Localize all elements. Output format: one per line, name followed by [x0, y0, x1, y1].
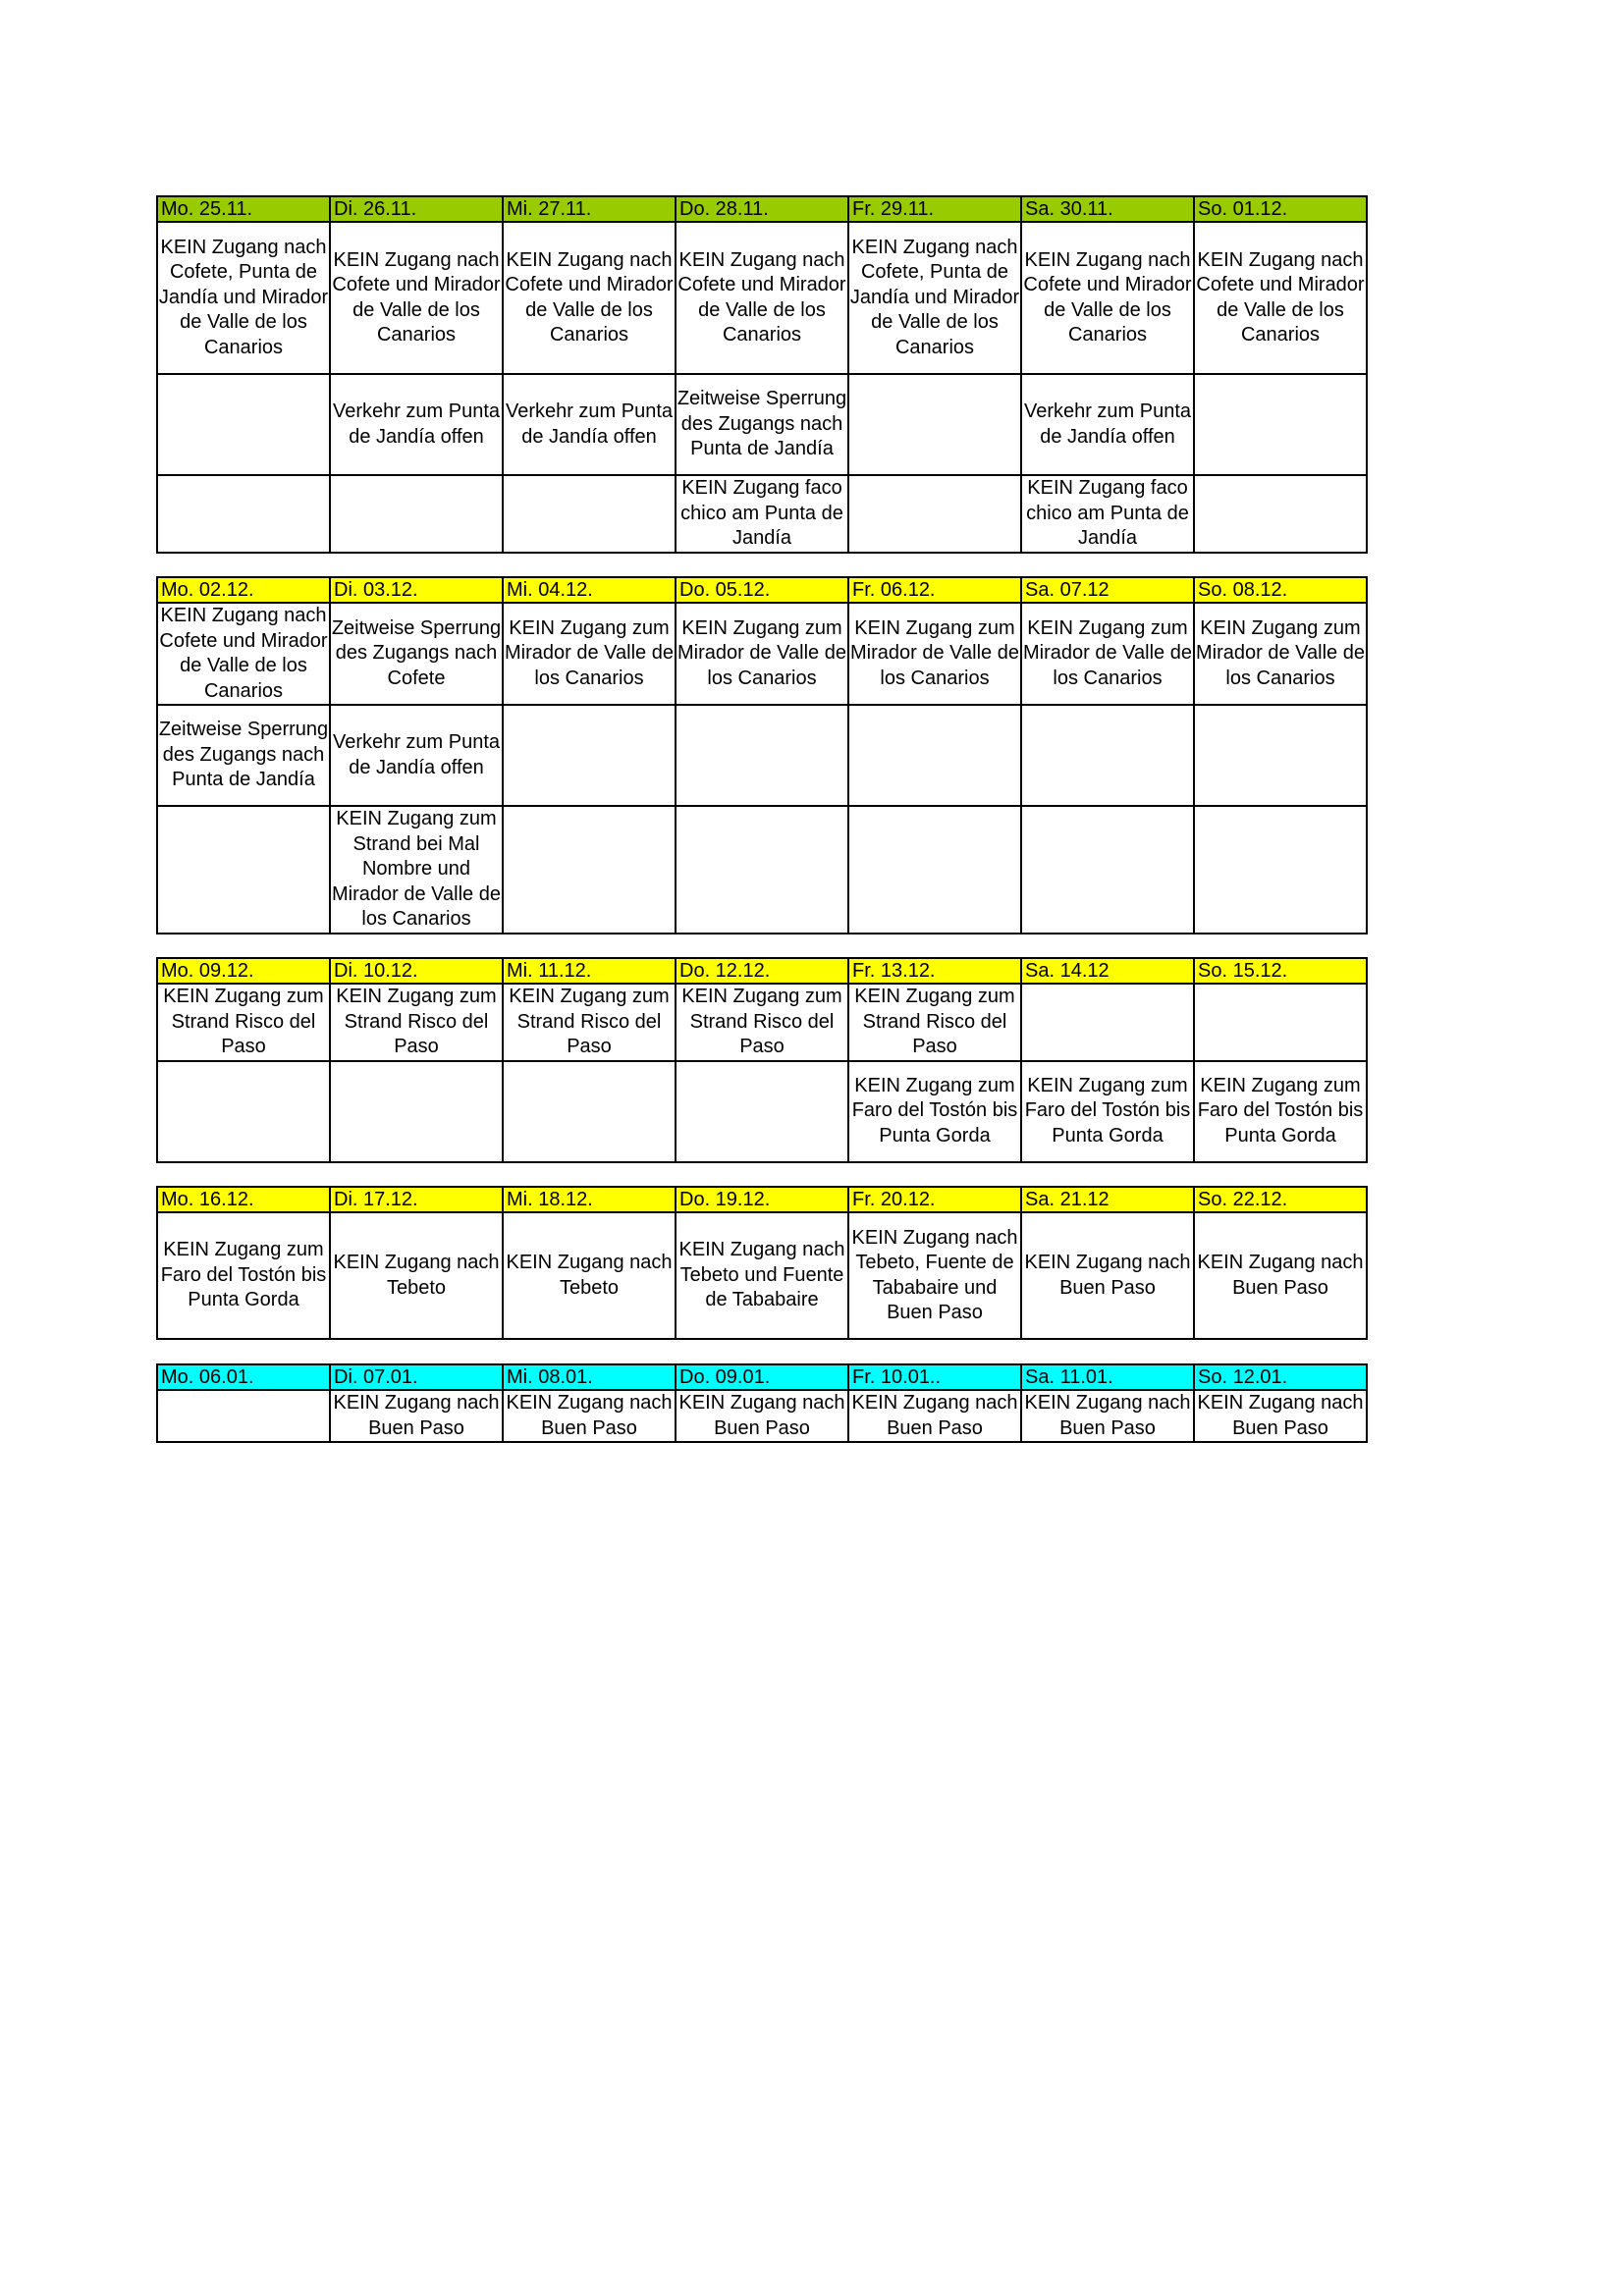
schedule-cell	[503, 1061, 676, 1162]
week-table-3	[156, 957, 1368, 1163]
schedule-cell: KEIN Zugang zum Faro del Tostón bis Punta Gorda	[1021, 1061, 1194, 1162]
schedule-cell: Verkehr zum Punta de Jandía offen	[1021, 374, 1194, 475]
schedule-cell: KEIN Zugang nach Buen Paso	[1194, 1390, 1367, 1442]
schedule-cell	[157, 1390, 330, 1442]
schedule-cell: KEIN Zugang zum Strand Risco del Paso	[157, 984, 330, 1061]
schedule-cell: KEIN Zugang faco chico am Punta de Jandía	[1021, 475, 1194, 553]
day-header: So. 22.12.	[1194, 1187, 1367, 1212]
schedule-cell: KEIN Zugang zum Strand bei Mal Nombre und Mirador de Valle de los Canarios	[330, 806, 503, 934]
schedule-cell: KEIN Zugang zum Strand Risco del Paso	[676, 984, 848, 1061]
schedule-cell: KEIN Zugang nach Cofete und Mirador de Valle de los Canarios	[157, 603, 330, 705]
schedule-cell	[676, 705, 848, 806]
day-header: Sa. 07.12	[1021, 577, 1194, 603]
day-header: Fr. 13.12.	[848, 958, 1021, 984]
day-header: Sa. 14.12	[1021, 958, 1194, 984]
day-header: Di. 10.12.	[330, 958, 503, 984]
schedule-cell: KEIN Zugang nach Tebeto, Fuente de Tababaire und Buen Paso	[848, 1212, 1021, 1339]
schedule-cell	[1194, 806, 1367, 934]
day-header: So. 01.12.	[1194, 196, 1367, 222]
schedule-cell	[1021, 705, 1194, 806]
week-table-1	[156, 195, 1368, 554]
day-header: Mo. 06.01.	[157, 1364, 330, 1390]
day-header: So. 12.01.	[1194, 1364, 1367, 1390]
schedule-cell: KEIN Zugang zum Mirador de Valle de los Canarios	[848, 603, 1021, 705]
schedule-cell: KEIN Zugang nach Buen Paso	[676, 1390, 848, 1442]
day-header: Mo. 09.12.	[157, 958, 330, 984]
schedule-cell	[848, 475, 1021, 553]
day-header: Do. 19.12.	[676, 1187, 848, 1212]
week-table-4	[156, 1186, 1368, 1340]
schedule-cell	[1021, 806, 1194, 934]
day-header: Mo. 16.12.	[157, 1187, 330, 1212]
schedule-cell: KEIN Zugang nach Cofete und Mirador de Valle de los Canarios	[503, 222, 676, 374]
day-header: Do. 09.01.	[676, 1364, 848, 1390]
week-table-5	[156, 1363, 1368, 1443]
schedule-cell: KEIN Zugang nach Cofete und Mirador de Valle de los Canarios	[330, 222, 503, 374]
day-header: Di. 26.11.	[330, 196, 503, 222]
table-row	[157, 475, 1367, 553]
day-header: Di. 07.01.	[330, 1364, 503, 1390]
schedule-cell: KEIN Zugang nach Buen Paso	[1194, 1212, 1367, 1339]
schedule-cell: KEIN Zugang zum Faro del Tostón bis Punta Gorda	[848, 1061, 1021, 1162]
schedule-cell: KEIN Zugang faco chico am Punta de Jandía	[676, 475, 848, 553]
schedule-cell	[1194, 984, 1367, 1061]
schedule-cell: Verkehr zum Punta de Jandía offen	[330, 705, 503, 806]
schedule-cell	[503, 475, 676, 553]
schedule-cell	[848, 705, 1021, 806]
schedule-cell	[676, 1061, 848, 1162]
day-header: Mi. 11.12.	[503, 958, 676, 984]
day-header: Sa. 30.11.	[1021, 196, 1194, 222]
day-header: Mo. 02.12.	[157, 577, 330, 603]
schedule-cell	[1194, 374, 1367, 475]
schedule-cell	[848, 374, 1021, 475]
week-header-row	[157, 958, 1367, 984]
schedule-cell: Zeitweise Sperrung des Zugangs nach Cofete	[330, 603, 503, 705]
schedule-cell	[330, 1061, 503, 1162]
week-header-row	[157, 1187, 1367, 1212]
schedule-cell	[157, 806, 330, 934]
schedule-cell	[330, 475, 503, 553]
table-row	[157, 374, 1367, 475]
schedule-cell	[676, 806, 848, 934]
day-header: Sa. 21.12	[1021, 1187, 1194, 1212]
schedule-cell: KEIN Zugang nach Tebeto	[503, 1212, 676, 1339]
day-header: Mi. 08.01.	[503, 1364, 676, 1390]
day-header: Fr. 20.12.	[848, 1187, 1021, 1212]
day-header: Do. 05.12.	[676, 577, 848, 603]
schedule-cell	[1021, 984, 1194, 1061]
day-header: Di. 03.12.	[330, 577, 503, 603]
week-header-row	[157, 577, 1367, 603]
schedule-cell: KEIN Zugang zum Faro del Tostón bis Punta Gorda	[1194, 1061, 1367, 1162]
schedule-cell: KEIN Zugang nach Cofete und Mirador de Valle de los Canarios	[1194, 222, 1367, 374]
schedule-cell: KEIN Zugang nach Buen Paso	[330, 1390, 503, 1442]
day-header: Fr. 06.12.	[848, 577, 1021, 603]
schedule-cell	[503, 705, 676, 806]
schedule-cell	[503, 806, 676, 934]
week-header-row	[157, 1364, 1367, 1390]
day-header: Do. 28.11.	[676, 196, 848, 222]
schedule-cell: KEIN Zugang nach Buen Paso	[848, 1390, 1021, 1442]
schedule-cell: KEIN Zugang zum Mirador de Valle de los Canarios	[676, 603, 848, 705]
day-header: Sa. 11.01.	[1021, 1364, 1194, 1390]
schedule-cell: KEIN Zugang zum Mirador de Valle de los Canarios	[503, 603, 676, 705]
day-header: So. 08.12.	[1194, 577, 1367, 603]
day-header: Fr. 29.11.	[848, 196, 1021, 222]
week-table-2	[156, 576, 1368, 934]
table-row	[157, 1212, 1367, 1339]
schedule-cell: KEIN Zugang nach Buen Paso	[503, 1390, 676, 1442]
table-row	[157, 806, 1367, 934]
schedule-cell	[157, 475, 330, 553]
schedule-cell: KEIN Zugang zum Mirador de Valle de los Canarios	[1194, 603, 1367, 705]
day-header: So. 15.12.	[1194, 958, 1367, 984]
schedule-cell: KEIN Zugang zum Strand Risco del Paso	[330, 984, 503, 1061]
table-row	[157, 1061, 1367, 1162]
day-header: Fr. 10.01..	[848, 1364, 1021, 1390]
schedule-cell	[1194, 705, 1367, 806]
day-header: Mi. 18.12.	[503, 1187, 676, 1212]
table-row	[157, 603, 1367, 705]
schedule-cell: KEIN Zugang nach Tebeto und Fuente de Tababaire	[676, 1212, 848, 1339]
schedule-cell: KEIN Zugang zum Mirador de Valle de los Canarios	[1021, 603, 1194, 705]
schedule-cell: KEIN Zugang nach Buen Paso	[1021, 1390, 1194, 1442]
schedule-cell: Verkehr zum Punta de Jandía offen	[503, 374, 676, 475]
day-header: Mi. 27.11.	[503, 196, 676, 222]
week-header-row	[157, 196, 1367, 222]
schedule-cell: KEIN Zugang nach Buen Paso	[1021, 1212, 1194, 1339]
day-header: Di. 17.12.	[330, 1187, 503, 1212]
schedule-cell: KEIN Zugang nach Cofete, Punta de Jandía und Mirador de Valle de los Canarios	[848, 222, 1021, 374]
day-header: Do. 12.12.	[676, 958, 848, 984]
table-row	[157, 1390, 1367, 1442]
table-row	[157, 705, 1367, 806]
day-header: Mi. 04.12.	[503, 577, 676, 603]
schedule-cell: KEIN Zugang zum Strand Risco del Paso	[503, 984, 676, 1061]
schedule-cell	[848, 806, 1021, 934]
table-row	[157, 984, 1367, 1061]
schedule-cell	[157, 1061, 330, 1162]
schedule-cell: KEIN Zugang nach Cofete und Mirador de Valle de los Canarios	[676, 222, 848, 374]
schedule-cell	[157, 374, 330, 475]
schedule-cell: KEIN Zugang zum Faro del Tostón bis Punta Gorda	[157, 1212, 330, 1339]
schedule-cell: KEIN Zugang zum Strand Risco del Paso	[848, 984, 1021, 1061]
schedule-cell: Zeitweise Sperrung des Zugangs nach Punta de Jandía	[676, 374, 848, 475]
schedule-cell: Zeitweise Sperrung des Zugangs nach Punta de Jandía	[157, 705, 330, 806]
schedule-cell: KEIN Zugang nach Cofete und Mirador de Valle de los Canarios	[1021, 222, 1194, 374]
day-header: Mo. 25.11.	[157, 196, 330, 222]
table-row	[157, 222, 1367, 374]
schedule-cell: Verkehr zum Punta de Jandía offen	[330, 374, 503, 475]
schedule-cell: KEIN Zugang nach Cofete, Punta de Jandía und Mirador de Valle de los Canarios	[157, 222, 330, 374]
schedule-cell	[1194, 475, 1367, 553]
schedule-cell: KEIN Zugang nach Tebeto	[330, 1212, 503, 1339]
